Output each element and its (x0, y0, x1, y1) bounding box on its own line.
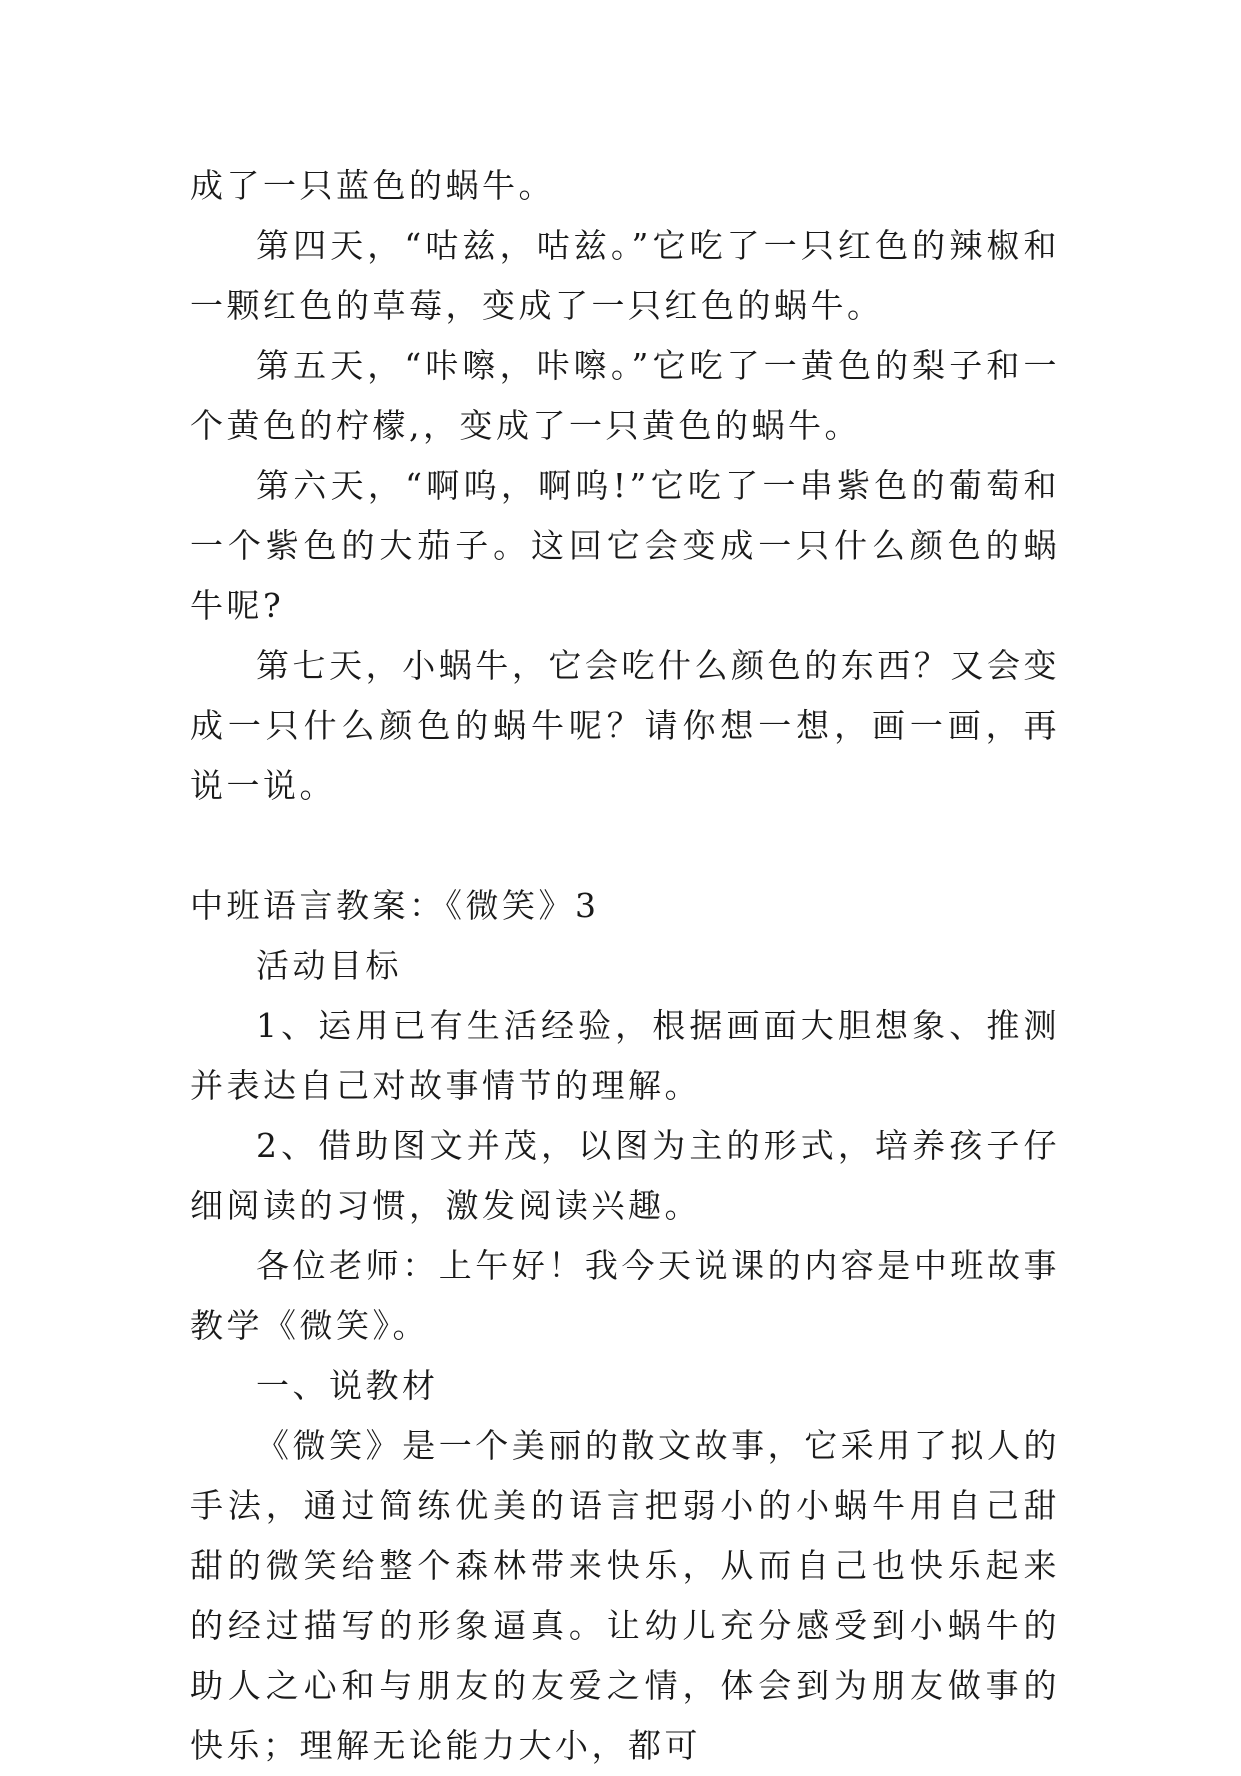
paragraph: 各位老师：上午好！我今天说课的内容是中班故事教学《微笑》。 (190, 1246, 1060, 1345)
subheading-textbook: 一、说教材 (256, 1366, 439, 1405)
paragraph: 《微笑》是一个美丽的散文故事，它采用了拟人的手法，通过简练优美的语言把弱小的小蜗牛用自己甜甜的微笑给整个森林带来快乐，从而自己也快乐起来的经过描写的形象逼真。让幼儿充分感受到小蜗牛的助人之心和与朋友的友爱之情，体会到为朋友做事的快乐；理解无论能力大小，都可 (190, 1426, 1060, 1765)
paragraph: 成了一只蓝色的蜗牛。 (190, 166, 555, 205)
paragraph: 1、运用已有生活经验，根据画面大胆想象、推测并表达自己对故事情节的理解。 (190, 1006, 1060, 1105)
section-title: 中班语言教案：《微笑》3 (190, 886, 600, 925)
paragraph: 第六天，“啊呜，啊呜!”它吃了一串紫色的葡萄和一个紫色的大茄子。这回它会变成一只什么颜色的蜗牛呢? (190, 466, 1060, 625)
paragraph: 第五天，“咔嚓，咔嚓。”它吃了一黄色的梨子和一个黄色的柠檬,，变成了一只黄色的蜗牛。 (190, 346, 1060, 445)
subheading-activity-goals: 活动目标 (256, 946, 402, 985)
document-body (190, 156, 1060, 1776)
paragraph: 2、借助图文并茂，以图为主的形式，培养孩子仔细阅读的习惯，激发阅读兴趣。 (190, 1126, 1060, 1225)
paragraph: 第四天，“咕兹，咕兹。”它吃了一只红色的辣椒和一颗红色的草莓，变成了一只红色的蜗牛。 (190, 226, 1060, 325)
paragraph: 第七天，小蜗牛，它会吃什么颜色的东西？又会变成一只什么颜色的蜗牛呢？请你想一想，画一画，再说一说。 (190, 646, 1060, 805)
